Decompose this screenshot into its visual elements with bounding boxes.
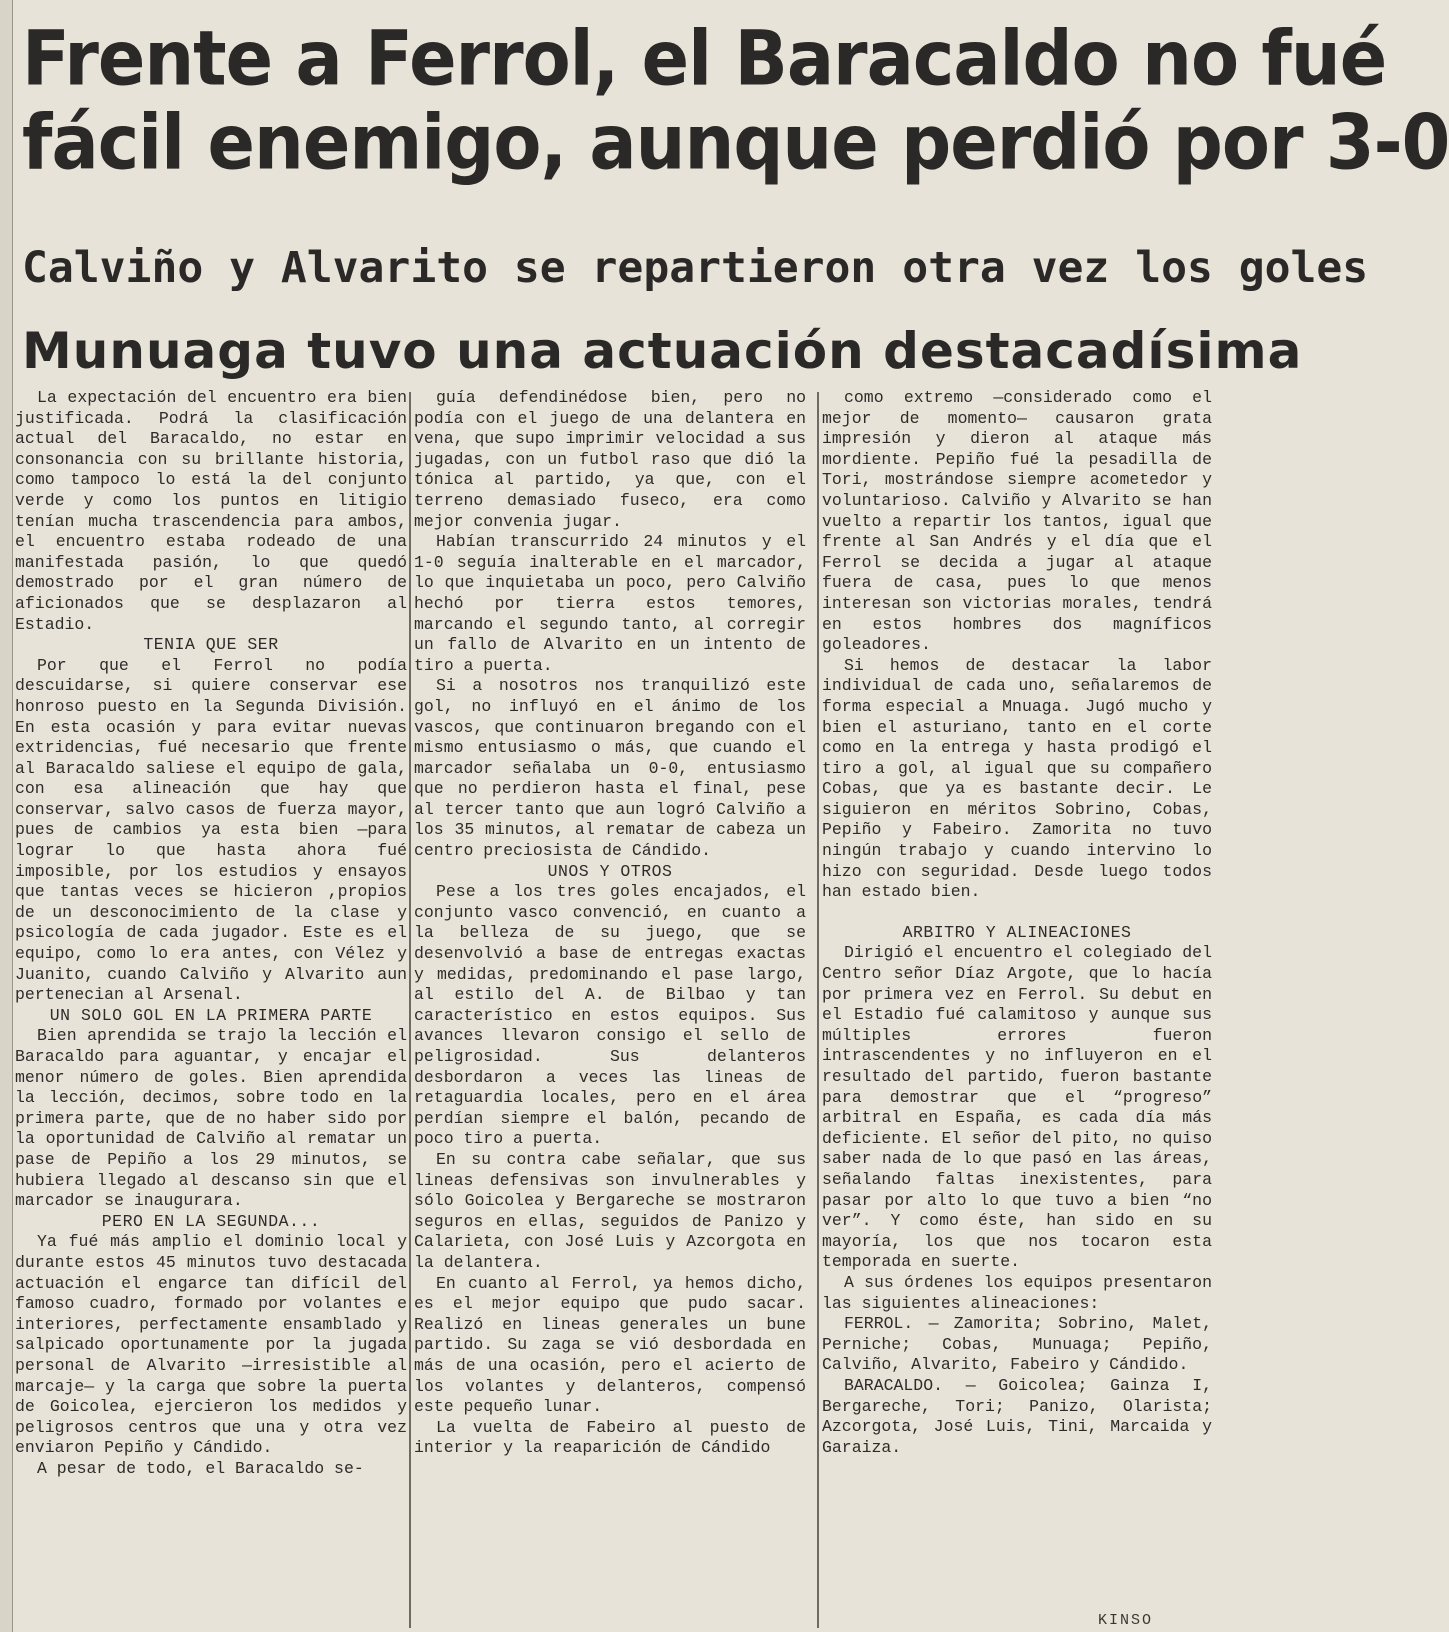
section-heading: UNOS Y OTROS [547,861,673,881]
paragraph: como extremo —considerado como el mejor de momento— causaron grata impresión y dieron al ataque más mordiente. Pepiño fué la pesadilla de Tori, mostrándose siempre acometedor y voluntarioso. Calviño y Alvarito se han vuelto a repartir los tantos, igual que frente al San Andrés y el día que el Ferrol se decida a jugar al ataque fuera de casa, pues lo que menos interesan son victorias morales, tendrá en estos hombres dos magníficos goleadores. [822,388,1212,655]
section-heading: TENIA QUE SER [143,635,279,655]
paragraph: Si a nosotros nos tranquilizó este gol, no influyó en el ánimo de los vascos, que continuaron bregando con el mismo entusiasmo o más, que cuando el marcador señalaba un 0-0, entusiasmo que no perdieron hasta el final, pese al tercer tanto que aun logró Calviño a los 35 minutos, al rematar de cabeza un centro preciosista de Cándido. [414,676,806,861]
paragraph: Habían transcurrido 24 minutos y el 1-0 seguía inalterable en el marcador, lo que inquietaba un poco, pero Calviño hechó por tierra estos temores, marcando el segundo tanto, al corregir un fallo de Alvarito en un intento de tiro a puerta. [414,532,806,675]
paragraph: Bien aprendida se trajo la lección el Baracaldo para aguantar, y encajar el menor número de goles. Bien aprendida la lección, decimos, sobre todo en la primera parte, que de no haber sido por la oportunidad de Calviño al rematar un pase de Pepiño a los 29 minutos, se hubiera llegado al descanso sin que el marcador se inaugurara. [15,1026,407,1211]
paragraph: Si hemos de destacar la labor individual de cada uno, señalaremos de forma especial a Mnuaga. Jugó mucho y bien el asturiano, tanto en el corte como en la entrega y hasta prodigó el tiro a gol, al igual que su compañero Cobas, que ya es bastante decir. Le siguieron en méritos Sobrino, Cobas, Pepiño y Fabeiro. Zamorita no tuvo ningún trabajo y cuando intervino lo hizo con seguridad. Desde luego todos han estado bien. [822,655,1212,902]
section-heading: PERO EN LA SEGUNDA... [101,1211,321,1231]
paragraph: Dirigió el encuentro el colegiado del Centro señor Díaz Argote, que lo hacía por primera vez en Ferrol. Su debut en el Estadio fué calamitoso y aunque sus múltiples errores fueron intrascendentes y no influyeron en el resultado del partido, fueron bastante para demostrar que el “progreso” arbitral en España, es cada día más deficiente. El señor del pito, no quiso saber nada de lo que pasó en las áreas, señalando faltas inexistentes, para pasar por alto lo que tuvo a bien “no ver”. Y como éste, han sido en su mayoría, los que nos tocaron esta temporada en suerte. [822,943,1212,1272]
subheadline-1: Calviño y Alvarito se repartieron otra vez los goles [22,243,1369,293]
spacer [822,903,1212,923]
paragraph: A pesar de todo, el Baracaldo se- [37,1458,364,1478]
paragraph: Ya fué más amplio el dominio local y durante estos 45 minutos tuvo destacada actuación el engarce tan difícil del famoso cuadro, formado por volantes e interiores, perfectamente ensamblado y salpicado oportunamente por la jugada personal de Alvarito —irresistible al marcaje— y la carga que sobre la puerta de Goicolea, ejercieron los medidos y peligrosos centros que una y otra vez enviaron Pepiño y Cándido. [15,1232,407,1458]
paragraph: La expectación del encuentro era bien justificada. Podrá la clasificación actual del Baracaldo, no estar en consonancia con su brillante historia, como tampoco lo está la del conjunto verde y como los puntos en litigio tenían mucha trascendencia para ambos, el encuentro estaba rodeado de una manifestada pasión, lo que quedó demostrado por el gran número de aficionados que se desplazaron al Estadio. [15,388,407,634]
paragraph: A sus órdenes los equipos presentaron las siguientes alineaciones: [822,1272,1212,1313]
section-heading: UN SOLO GOL EN LA PRIMERA PARTE [49,1005,373,1025]
lineup-baracaldo: BARACALDO. — Goicolea; Gainza I, Bergareche, Tori; Panizo, Olarista; Azcorgota, José Luis, Tini, Marcaida y Garaiza. [822,1375,1212,1457]
paragraph: En cuanto al Ferrol, ya hemos dicho, es el mejor equipo que pudo sacar. Realizó en lineas generales un bune partido. Su zaga se vió desbordada en más de una ocasión, pero el acierto de los volantes y delanteros, compensó este pequeño lunar. [414,1273,806,1417]
paragraph: Por que el Ferrol no podía descuidarse, si quiere conservar ese honroso puesto en la Segunda División. En esta ocasión y para evitar nuevas extridencias, fué necesario que frente al Baracaldo saliese el equipo de gala, con esa alineación que hay que conservar, salvo casos de fuerza mayor, pues de cambios ya esta bien —para lograr lo que hasta ahora fué imposible, por los estudios y ensayos que tantas veces se hicieron ,propios de un desconocimiento de la clase y psicología de cada jugador. Este es el equipo, como lo era antes, con Vélez y Juanito, cuando Calviño y Alvarito aun pertenecian al Arsenal. [15,655,407,1005]
section-heading: ARBITRO Y ALINEACIONES [902,922,1132,942]
headline-line-1: Frente a Ferrol, el Baracaldo no fué [22,14,1387,103]
subheadline-2: Munuaga tuvo una actuación destacadísima [22,322,1303,380]
column-rule-1 [409,392,411,1628]
headline-line-2: fácil enemigo, aunque perdió por 3-0 [22,98,1449,187]
lineup-ferrol: FERROL. — Zamorita; Sobrino, Malet, Perniche; Cobas, Munuaga; Pepiño, Calviño, Alvarito, Fabeiro y Cándido. [822,1314,1212,1375]
author-signature: KINSO [1098,1612,1154,1629]
column-rule-2 [817,392,819,1628]
paragraph: Pese a los tres goles encajados, el conjunto vasco convenció, en cuanto a la belleza de su juego, que se desenvolvió a base de entregas exactas y medidas, predominando el pase largo, al estilo del A. de Bilbao y tan característico en estos equipos. Sus avances llevaron consigo el sello de peligrosidad. Sus delanteros desbordaron a veces las lineas de retaguardia locales, pero en el área perdían siempre el balón, pecando de poco tiro a puerta. [414,882,806,1149]
article-column-1 [15,388,407,1628]
paragraph: En su contra cabe señalar, que sus lineas defensivas son invulnerables y sólo Goicolea y Bergareche se mostraron seguros en ellas, seguidos de Panizo y Calarieta, con José Luis y Azcorgota en la delantera. [414,1149,806,1272]
article-column-3 [822,388,1212,1628]
article-column-2 [414,388,806,1628]
page-margin-strip [0,0,13,1632]
paragraph: La vuelta de Fabeiro al puesto de interior y la reaparición de Cándido [414,1417,806,1458]
paragraph: guía defendinédose bien, pero no podía con el juego de una delantera en vena, que supo imprimir velocidad a sus jugadas, con un futbol raso que dió la tónica al partido, ya que, con el terreno demasiado fuseco, era como mejor convenia jugar. [414,388,806,531]
